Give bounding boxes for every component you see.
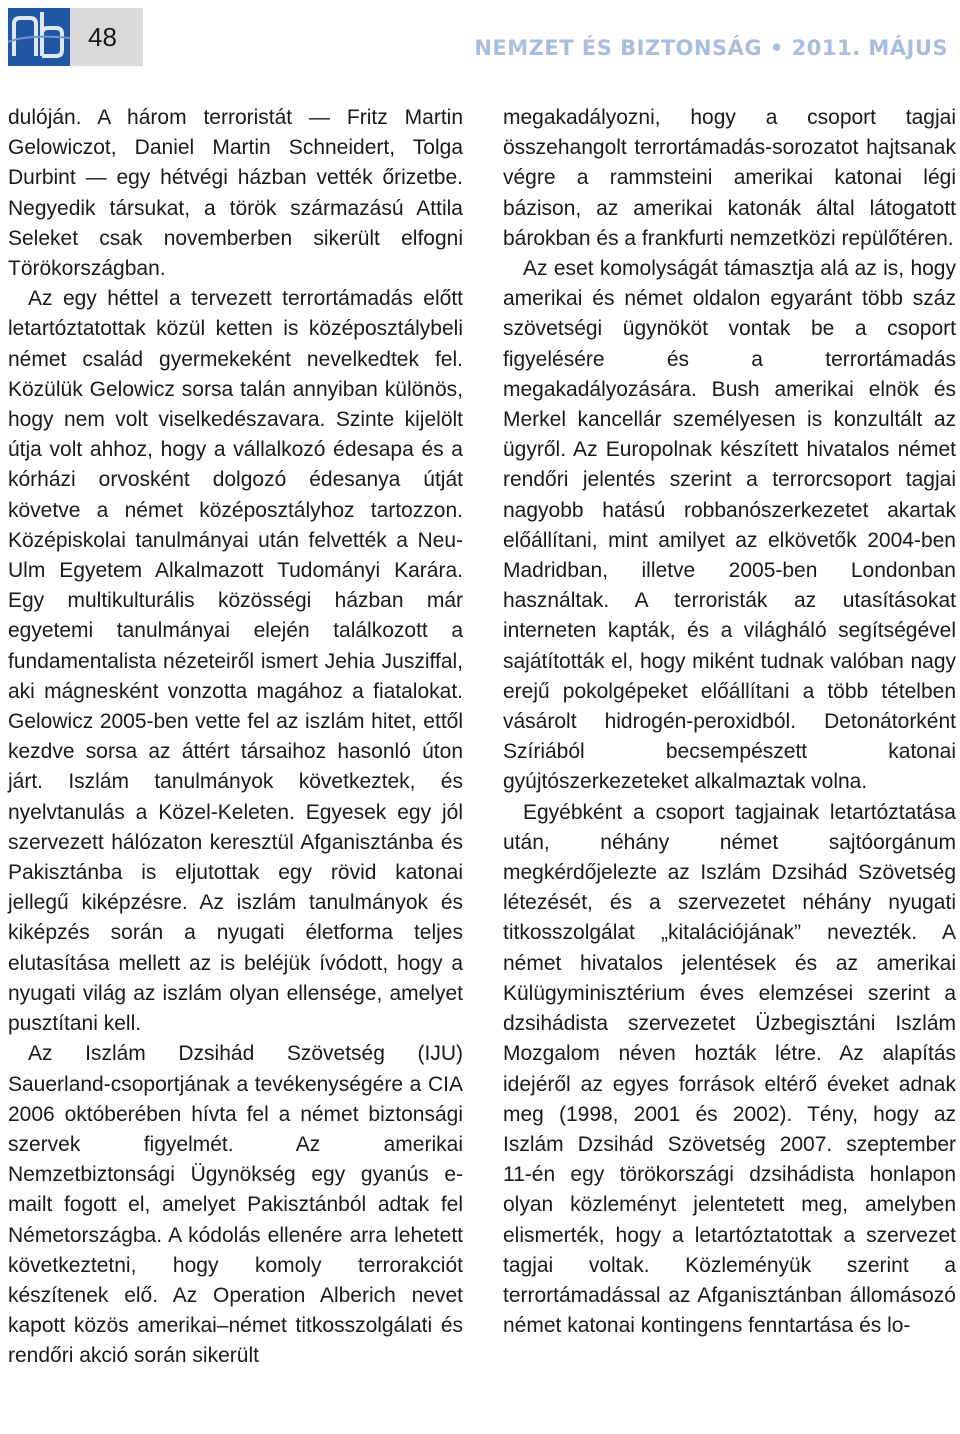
right-paragraph-1: megakadályozni, hogy a csoport tagjai összehangolt terrortámadás-sorozatot hajtsanak végre a rammsteini amerikai katonai légi bázison, az amerikai katonák által látogatott bárokban és a frankfurti nemzetközi repülőtéren. [503, 106, 956, 250]
left-paragraph-2: Az egy héttel a tervezett terrortámadás előtt letartóztatottak közül ketten is középosztálybeli német család gyermekeként nevelkedtek fel. Közülük Gelowicz sorsa talán annyiban különös, hogy nem volt viselkedészavara. Szinte kijelölt útja volt ahhoz, hogy a vállalkozó édesapa és a kórházi orvosként dolgozó édesanya útját követve a német középosztályhoz tartozzon. Középiskolai tanulmányai után felvették a Neu-Ulm Egyetem Alkalmazott Tudományi Karára. Egy multikulturális közösségi házban már egyetemi tanulmányai elején találkozott a fundamentalista nézeteiről ismert Jehia Jusziffal, aki mágnesként vonzotta magához a fiatalokat. Gelowicz 2005-ben vette fel az iszlám hitet, ettől kezdve sorsa az áttért társaihoz hasonló úton járt. Iszlám tanulmányok következtek, és nyelvtanulás a Közel-Keleten. Egyesek egy jól szervezett hálózaton keresztül Afganisztánba és Pakisztánba is eljutottak egy rövid katonai jellegű kiképzésre. Az iszlám tanulmányok és kiképzés során a nyugati életforma teljes elutasítása mellett az is beléjük ívódott, hogy a nyugati világ az iszlám olyan ellensége, amelyet pusztítani kell. [8, 287, 463, 1036]
right-paragraph-3: Egyébként a csoport tagjainak letartóztatása után, néhány német sajtóorgánum megkérdőjelezte az Iszlám Dzsihád Szövetség létezését, és a szervezetet néhány nyugati titkosszolgálat „kitalációjának” nevezték. A német hivatalos jelentések és az amerikai Külügyminisztérium éves elemzései szerint a dzsihádista szervezetet Üzbegisztáni Iszlám Mozgalom néven hozták létre. Az alapítás idejéről az egyes források eltérő éveket adnak meg (1998, 2001 és 2002). Tény, hogy az Iszlám Dzsihád Szövetség 2007. szeptember 11-én egy törökországi dzsihádista honlapon olyan közleményt jelentetett meg, amelyben elismerték, hogy a letartóztatottak a szervezet tagjai voltak. Közleményük szerint a terrortámadással az Afganisztánban állomásozó német katonai kontingens fenntartása és lo- [503, 800, 956, 1338]
page-header [0, 0, 960, 80]
page-number: 48 [88, 22, 117, 52]
left-paragraph-1: dulóján. A három terroristát — Fritz Martin Gelowiczot, Daniel Martin Schneidert, Tolga Durbint — egy hétvégi házban vették őrizetbe. Negyedik társukat, a török származású Attila Seleket csak novemberben sikerült elfogni Törökországban. [8, 106, 463, 281]
magazine-logo [8, 8, 143, 66]
right-paragraph-2: Az eset komolyságát támasztja alá az is, hogy amerikai és német oldalon egyaránt több száz szövetségi ügynököt vontak be a csoport figyelésére és a terrortámadás megakadályozására. Bush amerikai elnök és Merkel kancellár személyesen is konzultált az ügyről. Az Europolnak készített hivatalos német rendőri jelentés szerint a terrorcsoport tagjai nagyobb hatású robbanószerkezetet akartak előállítani, mint amilyet az elkövetők 2004-ben Madridban, illetve 2005-ben Londonban használtak. A terroristák az utasításokat interneten kapták, és a világháló segítségével sajátították el, hogy miként tudnak valóban nagy erejű pokolgépeket előállítani a több tételben vásárolt hidrogén-peroxidból. Detonátorként Szíriából becsempészett katonai gyújtószerkezeteket alkalmaztak volna. [503, 257, 956, 794]
nb-logo-icon [8, 8, 70, 66]
left-paragraph-3: Az Iszlám Dzsihád Szövetség (IJU) Sauerland-csoportjának a tevékenységére a CIA 2006 októberében hívta fel a német biztonsági szervek figyelmét. Az amerikai Nemzetbiztonsági Ügynökség egy gyanús e-mailt fogott el, amelyet Pakisztánból adtak fel Németországba. A kódolás ellenére arra lehetett következtetni, hogy komoly terrorakciót készítenek elő. Az Operation Alberich nevet kapott közös amerikai–német titkosszolgálati és rendőri akció során sikerült [8, 1042, 463, 1368]
running-head: NEMZET ÉS BIZTONSÁG • 2011. MÁJUS [474, 36, 948, 60]
right-column [503, 103, 956, 1341]
left-column [8, 103, 463, 1372]
